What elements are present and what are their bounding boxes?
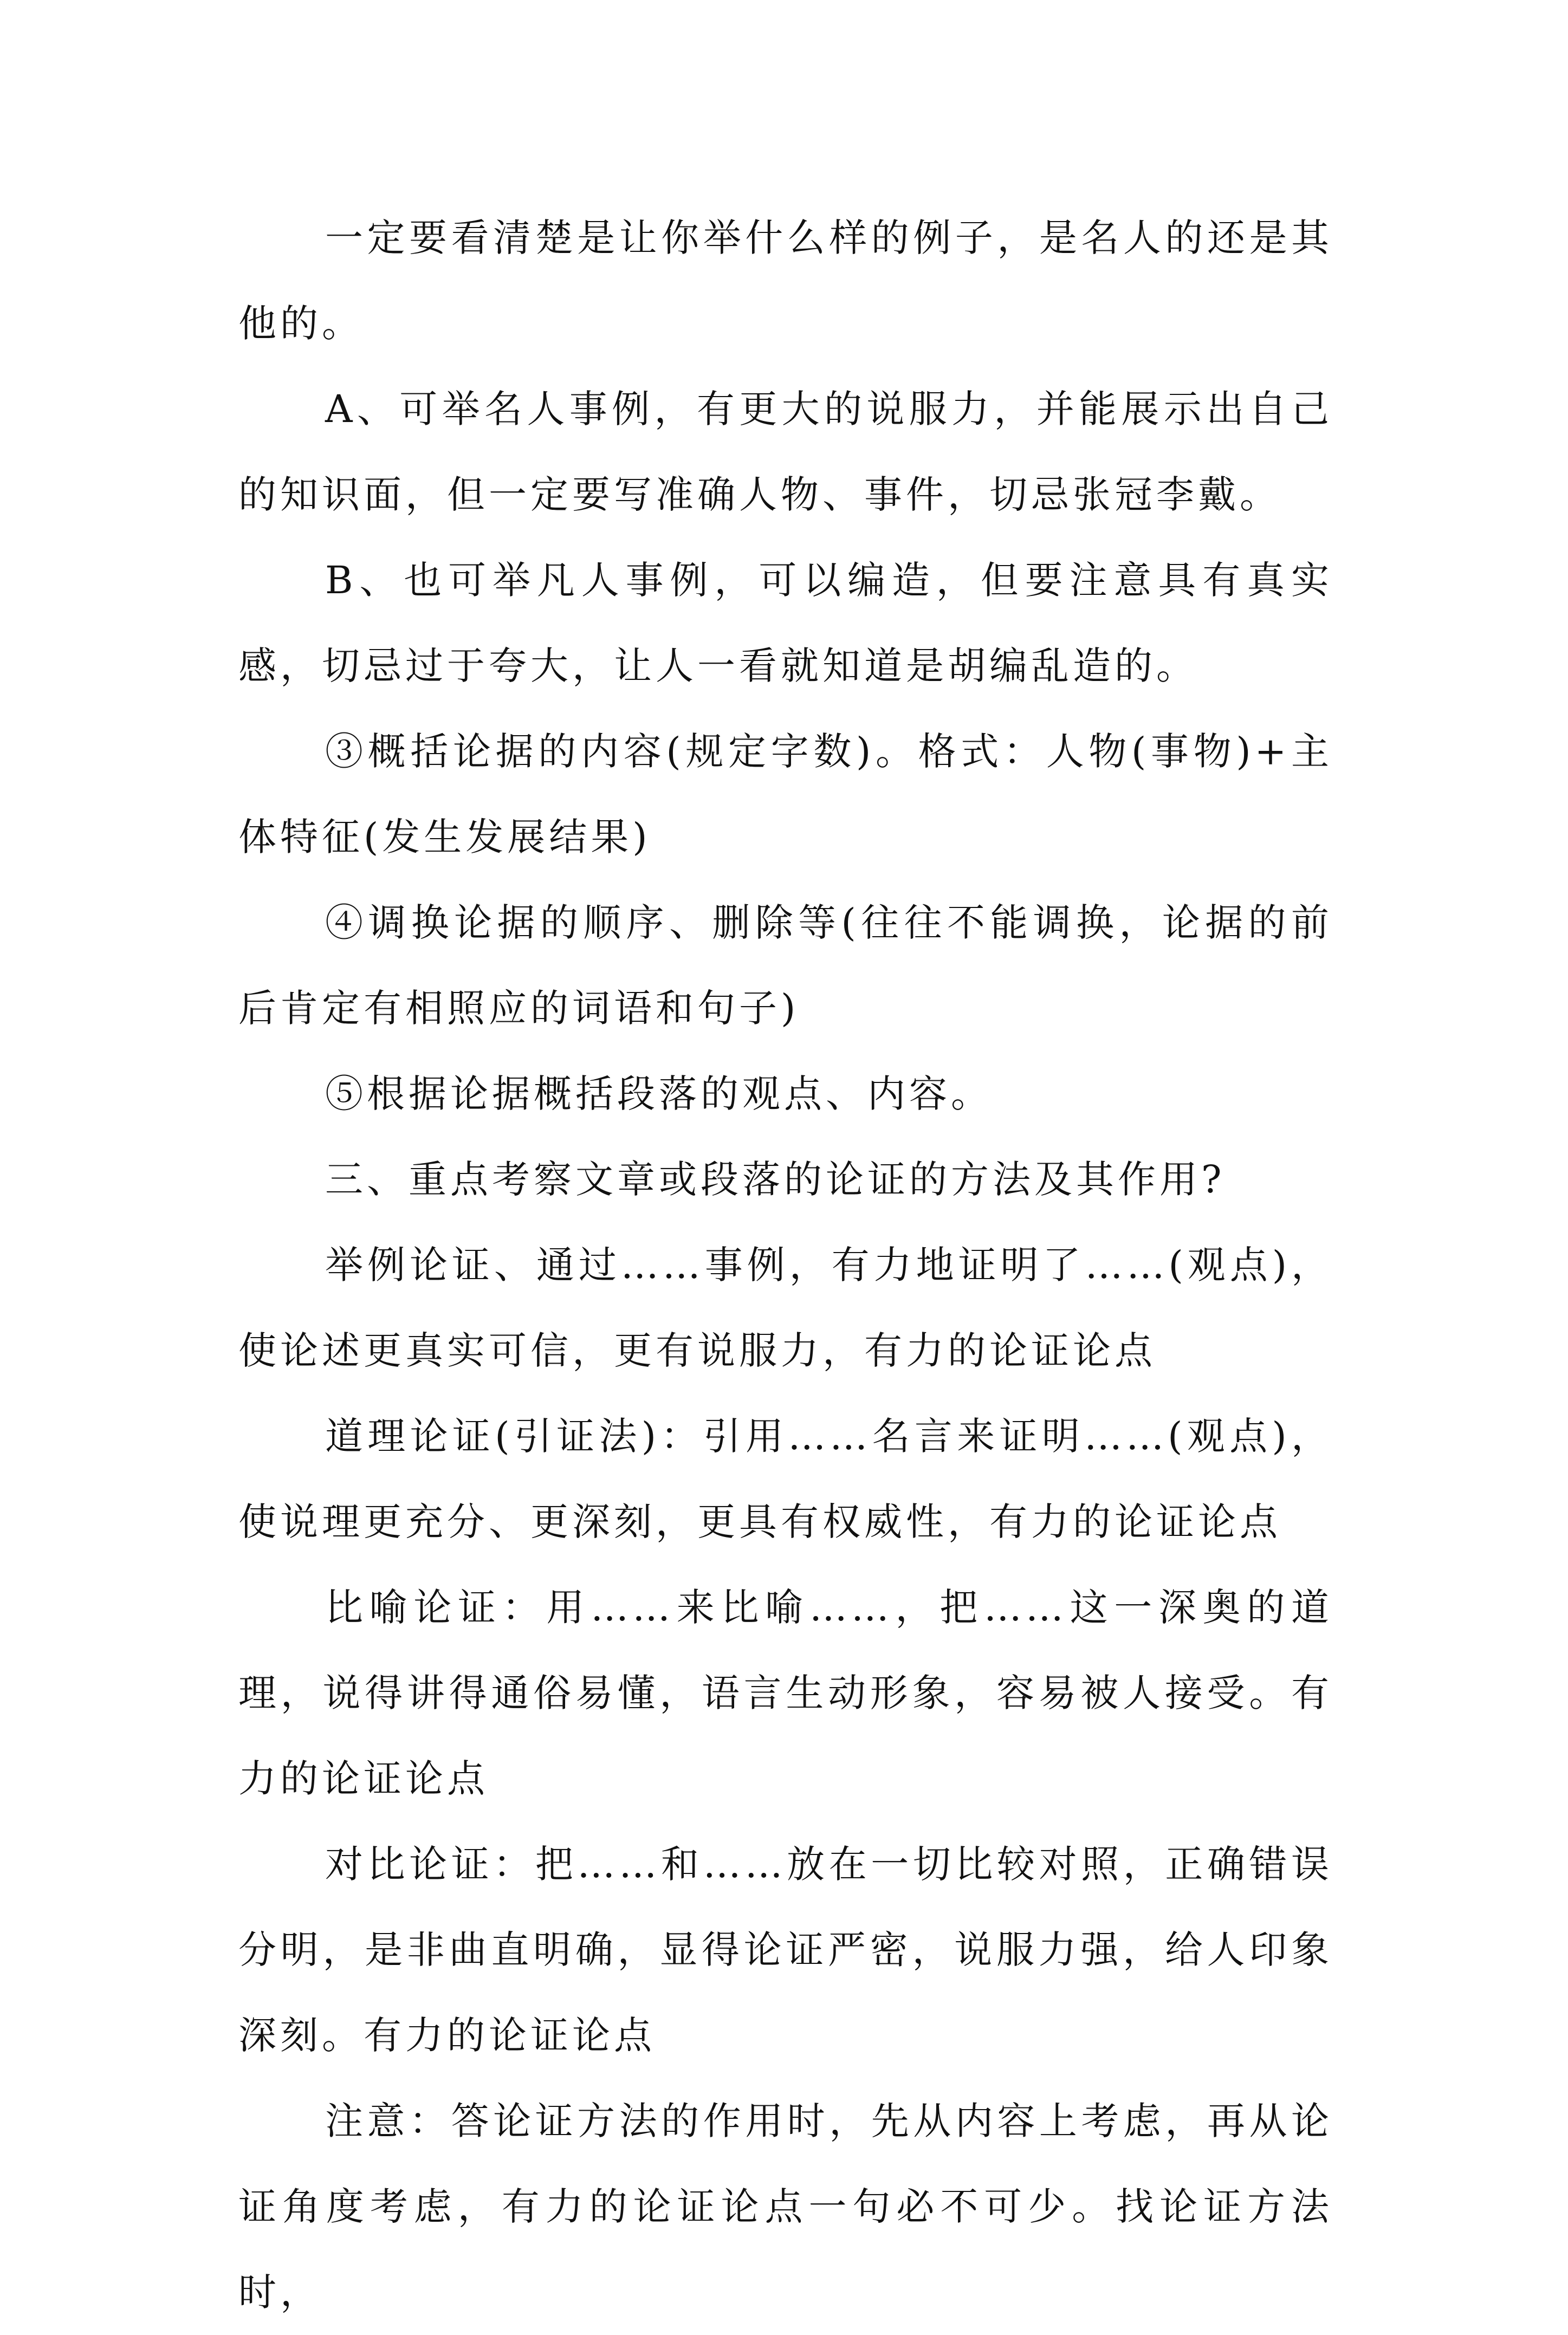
paragraph-reasoning-argument: 道理论证(引证法)：引用……名言来证明……(观点)，使说理更充分、更深刻，更具有权威性，有力的论证论点 <box>238 1414 1333 1544</box>
paragraph-ordinary-people-examples: B、也可举凡人事例，可以编造，但要注意具有真实感，切忌过于夸大，让人一看就知道是胡编乱造的。 <box>238 558 1333 688</box>
paragraph-example-type-note: 一定要看清楚是让你举什么样的例子，是名人的还是其他的。 <box>238 216 1333 346</box>
paragraph-attention-note: 注意：答论证方法的作用时，先从内容上考虑，再从论证角度考虑，有力的论证论点一句必不可少。找论证方法时， <box>238 2099 1333 2314</box>
paragraph-metaphor-argument: 比喻论证：用……来比喻……，把……这一深奥的道理，说得讲得通俗易懂，语言生动形象，容易被人接受。有力的论证论点 <box>238 1585 1333 1801</box>
paragraph-summarize-viewpoint: ⑤根据论据概括段落的观点、内容。 <box>325 1072 993 1116</box>
paragraph-summarize-evidence: ③概括论据的内容(规定字数)。格式：人物(事物)+主体特征(发生发展结果) <box>238 729 1333 859</box>
paragraph-famous-people-examples: A、可举名人事例，有更大的说服力，并能展示出自己的知识面，但一定要写准确人物、事件，切忌张冠李戴。 <box>238 387 1333 517</box>
paragraph-contrast-argument: 对比论证：把……和……放在一切比较对照，正确错误分明，是非曲直明确，显得论证严密，说服力强，给人印象深刻。有力的论证论点 <box>238 1842 1333 2058</box>
paragraph-reorder-evidence: ④调换论据的顺序、删除等(往往不能调换，论据的前后肯定有相照应的词语和句子) <box>238 900 1333 1030</box>
document-body <box>238 195 1333 2335</box>
section-heading-argument-methods: 三、重点考察文章或段落的论证的方法及其作用? <box>325 1157 1226 1202</box>
paragraph-example-argument: 举例论证、通过……事例，有力地证明了……(观点)，使论述更真实可信，更有说服力，有力的论证论点 <box>238 1243 1333 1373</box>
